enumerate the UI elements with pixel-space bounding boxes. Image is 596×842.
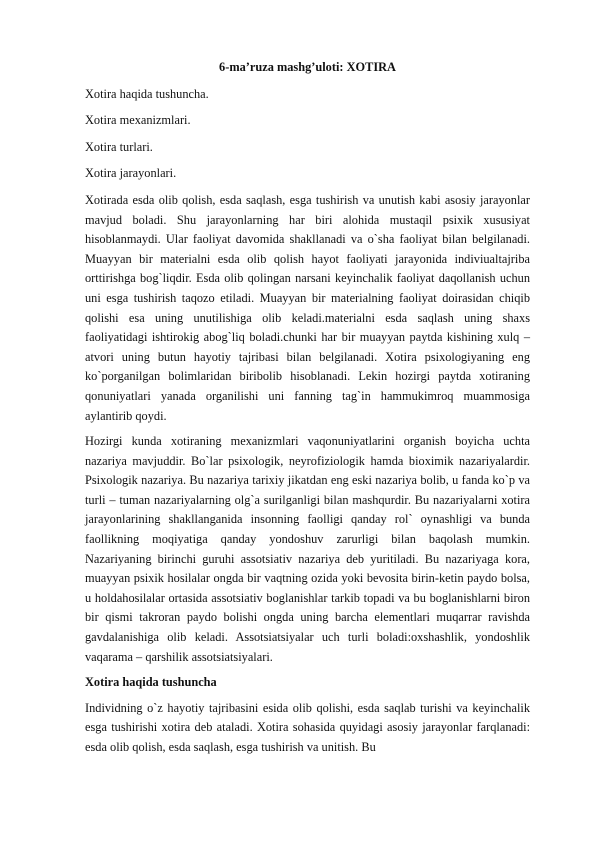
topic-item-4: Xotira jarayonlari. <box>85 166 177 181</box>
document-page <box>85 58 530 764</box>
topic-item-3: Xotira turlari. <box>85 139 153 154</box>
topic-item-1: Xotira haqida tushuncha. <box>85 86 209 101</box>
paragraph-memory-processes: Xotirada esda olib qolish, esda saqlash, esga tushirish va unutish kabi asosiy jarayonlar mavjud boladi. Shu jarayonlarning har biri alohida mustaqil psixik xususiyat hisoblanmaydi. Ular faoliyat davomida shakllanadi va o`sha faoliyat bilan belgilanadi. Muayyan bir materialni esda olib qolish hayot faoliyati jarayonida indiviualtajriba orttirishga bog`liqdir. Esda olib qolingan narsani keyinchalik faoliyat daqollanish uchun uni esga tushirish taqozo etiladi. Muayyan bir materialning faoliyat doirasidan chiqib qolishi esa uning unutilishiga olib keladi.materialni esda saqlash uning shaxs faoliyatidagi ishtirokig abog`liq boladi.chunki har bir muayyan paytda kishining xulq – atvori uning butun hayotiy tajribasi bilan belgilanadi. Xotira psixologiyaning eng ko`porganilgan bolimlaridan biribolib hisoblanadi. Lekin hozirgi paytda xotiraning qonuniyatlari yanada organilishi uni fanning tag`in hammukimroq muammosiga aylantirib qoydi. <box>85 192 530 423</box>
section-heading: Xotira haqida tushuncha <box>85 675 217 690</box>
paragraph-memory-theories: Hozirgi kunda xotiraning mexanizmlari vaqonuniyatlarini organish boyicha uchta nazariya mavjuddir. Bo`lar psixologik, neyrofiziologik hamda bioximik nazariyalardir. Psixologik nazariya. Bu nazariya tarixiy jikatdan eng eski nazariya bolib, u fanda ko`p va turli – tuman nazariyalarning olg`a surilganligi bilan mashqurdir. Bu nazariyalarni xotira jarayonlarining shakllanganida insonning faolligi qanday rol` oynashligi va bunda faollikning moqiyatiga qanday yondoshuv zarurligi bilan baqolash mumkin. Nazariyaning birinchi guruhi assotsiativ nazariya deb yuritiladi. Bu nazariyaga kora, muayyan psixik hosilalar ongda bir vaqtning ozida yoki bevosita birin-ketin paydo bolsa, u holdahosilalar ortasida assotsiativ boglanishlar tarkib topadi va bu boglanishlarni biron bir qismi takroran paydo bolishi ongda uning barcha elementlari muqarrar ravishda gavdalanishiga olib keladi. Assotsiatsiyalar uch turli boladi:oxshashlik, yondoshlik vaqarama – qarshilik assotsiatsiyalari. <box>85 434 530 664</box>
page-title: 6-ma’ruza mashg’uloti: XOTIRA <box>219 60 396 74</box>
paragraph-memory-definition: Individning o`z hayotiy tajribasini esida olib qolishi, esda saqlab turishi va keyinchalik esga tushirishi xotira deb ataladi. Xotira sohasida quyidagi asosiy jarayonlar farqlanadi: esda olib qolish, esda saqlash, esga tushirish va unitish. Bu <box>85 700 530 754</box>
topic-item-2: Xotira mexanizmlari. <box>85 113 191 128</box>
